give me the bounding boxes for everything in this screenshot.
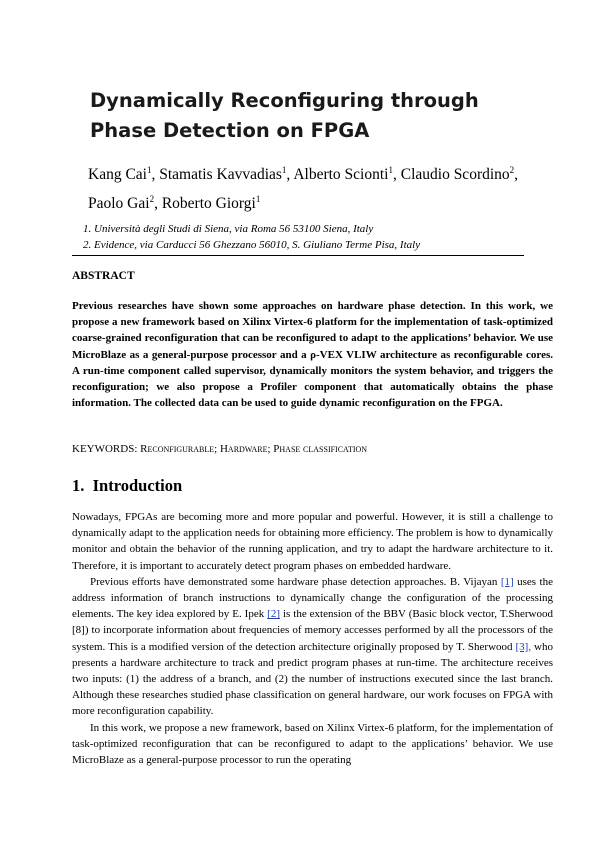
keyword: Reconfigurable [140, 443, 215, 455]
author-name: Alberto Scionti [293, 166, 389, 183]
author-name: Stamatis Kavvadias [159, 166, 282, 183]
author-affiliation-mark: 1 [146, 165, 152, 175]
abstract-text: Previous researches have shown some approaches on hardware phase detection. In this work, we propose a new framework based on Xilinx Virtex-6 platform for the implementation of task-optimized coarse-grained reconfiguration that can be reconfigured to adapt to the applications’ behavior. We use MicroBlaze as a general-purpose processor and a ρ-VEX VLIW architecture as reconfigurable cores. A run-time component called supervisor, dynamically monitors the system behavior, and triggers the reconfiguration; we also propose a Profiler component that automatically obtains the phase information. The collected data can be used to guide dynamic reconfiguration on the FPGA. [72, 300, 553, 410]
citation-link[interactable]: [2] [267, 608, 280, 621]
keywords [72, 443, 367, 455]
paper-title: Dynamically Reconfiguring through Phase Detection on FPGA [90, 89, 479, 142]
author-affiliation-mark: 1 [281, 165, 287, 175]
author-name: Claudio Scordino [400, 166, 510, 183]
keywords-label: KEYWORDS: [72, 443, 141, 455]
author-affiliation-mark: 1 [388, 165, 393, 175]
introduction-body [72, 509, 553, 768]
citation-link[interactable]: [1] [500, 575, 514, 588]
abstract-heading: ABSTRACT [72, 270, 135, 282]
header-divider [72, 255, 524, 256]
author-name: Paolo Gai [88, 195, 150, 212]
author-name: Kang Cai [88, 166, 147, 183]
author-affiliation-mark: 2 [149, 194, 155, 204]
section-title: Introduction [92, 476, 183, 495]
affiliation: 2. Evidence, via Carducci 56 Ghezzano 56010, S. Giuliano Terme Pisa, Italy [83, 239, 421, 251]
paragraph: Nowadays, FPGAs are becoming more and more popular and powerful. However, it is still a challenge to dynamically adapt to the application needs for obtaining more efficiency. The problem is how to dynamically monitor and obtain the behavior of the running application, and try to adapt the hardware architecture to it. Therefore, it is important to accurately detect program phases on embedded hardware. [72, 511, 553, 572]
paragraph [72, 574, 553, 720]
keyword: Phase classification [273, 443, 368, 455]
paragraph-text: Previous efforts have demonstrated some hardware phase detection approaches. B. Vijayan [90, 575, 501, 588]
author-list: Kang Cai$^1$, Stamatis Kavvadias$^1$, Alberto Scionti$^1$, Claudio Scordino$^2$, Paolo Gai$^2$, Roberto Giorgi$^1$ [88, 165, 519, 212]
paragraph-text: is the extension of the BBV (Basic block vector, T.Sherwood [8]) to incorporate information about frequencies of memory accesses performed by all the processors of the system. This is a modified version of the detection architecture originally proposed by T. Sherwood [72, 608, 553, 653]
author-name: Roberto Giorgi [161, 195, 256, 212]
keyword-separator: ; [267, 443, 274, 455]
keyword: Hardware [219, 443, 268, 455]
section-number: 1. [72, 476, 85, 495]
paragraph-text: uses the address information of branch instructions to dynamically change the configuration of the processing elements. The key idea explored by E. Ipek [72, 575, 553, 621]
paragraph-text: who presents a hardware architecture to track and predict program phases at run-time. The architecture receives two inputs: (1) the address of a branch, and (2) the number of instructions executed since the last branch. Although these researches studied phase classification on general hardware, our work focuses on FPGA with more reconfiguration capability. [72, 640, 553, 718]
author-affiliation-mark: 2 [509, 165, 515, 175]
citation-link[interactable]: [3], [515, 640, 532, 653]
paragraph: In this work, we propose a new framework, based on Xilinx Virtex-6 platform, for the implementation of task-optimized reconfiguration that can be reconfigured to adapt to the applications’ behavior. We use MicroBlaze as a general-purpose processor to run the operating [72, 721, 553, 767]
section-heading [72, 476, 182, 496]
author-affiliation-mark: 1 [255, 194, 261, 204]
keyword-separator: ; [214, 443, 220, 455]
affiliation: 1. Università degli Studi di Siena, via Roma 56 53100 Siena, Italy [83, 223, 374, 235]
